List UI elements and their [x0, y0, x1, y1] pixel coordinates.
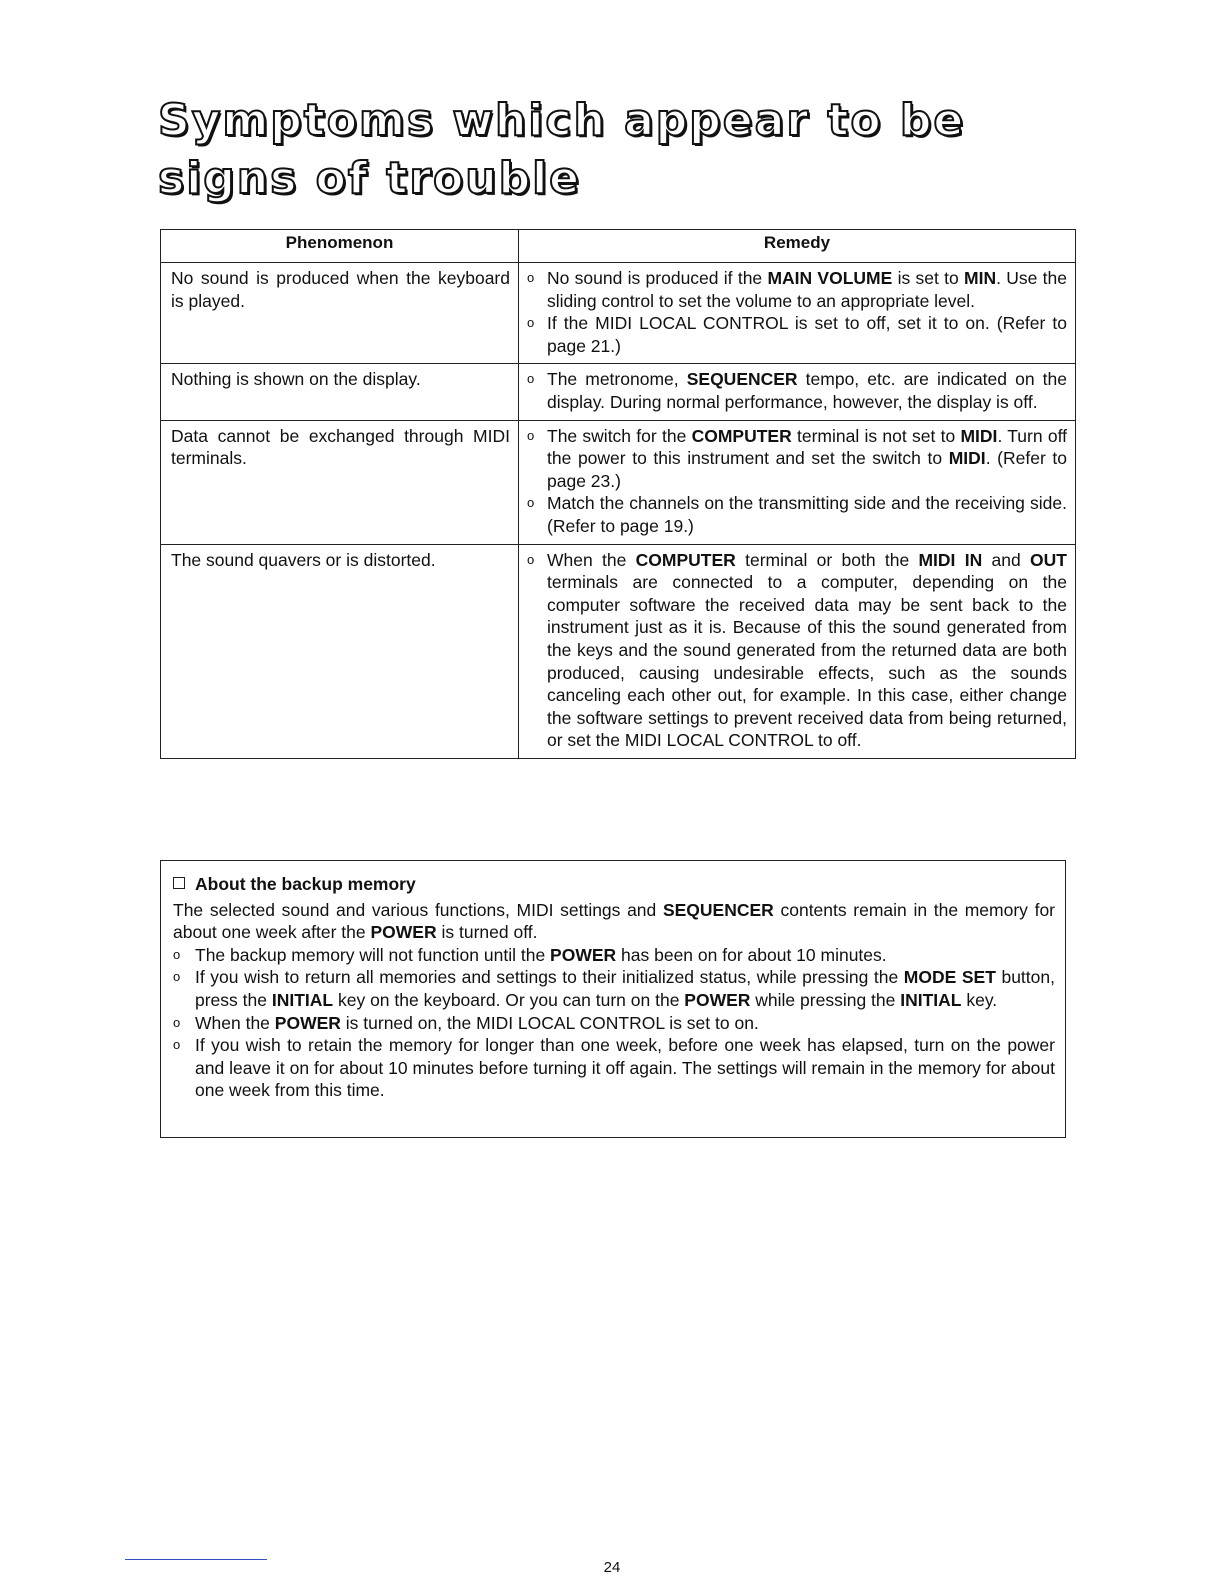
text-run: The backup memory will not function until the: [195, 944, 551, 965]
table-row: [161, 544, 1076, 758]
table-header-row: [161, 230, 1076, 263]
troubleshooting-table: [160, 229, 1076, 759]
bold-term: MIN: [964, 268, 997, 288]
bullet-circle-icon: o: [173, 946, 181, 962]
backup-intro: [173, 899, 1055, 944]
bullet-circle-icon: o: [173, 969, 181, 985]
remedy-item: [527, 368, 1067, 413]
footer-rule: [125, 1559, 267, 1560]
bold-term: SEQUENCER: [662, 899, 774, 920]
page-title: Symptoms which appear to be signs of trouble: [158, 95, 966, 204]
table-row: [161, 420, 1076, 544]
bold-term: INITIAL: [900, 989, 962, 1010]
remedy-cell: [519, 263, 1076, 364]
text-run: No sound is produced if the: [547, 268, 768, 288]
phenomenon-cell: No sound is produced when the keyboard is played.: [161, 263, 519, 364]
bold-term: POWER: [684, 989, 751, 1010]
text-run: The metronome,: [547, 369, 687, 390]
text-run: key.: [961, 989, 998, 1010]
text-run: If the MIDI LOCAL CONTROL is set to off, set it to on. (Refer to page 21.): [547, 313, 1067, 356]
bullet-circle-icon: o: [173, 1014, 181, 1030]
text-run: while pressing the: [750, 989, 901, 1010]
remedy-item: [527, 549, 1067, 752]
bullet-circle-icon: o: [527, 495, 535, 511]
text-run: If you wish to return all memories and settings to their initialized status, while pressing the: [195, 967, 904, 988]
bold-term: POWER: [370, 922, 437, 943]
text-run: If you wish to retain the memory for longer than one week, before one week has elapsed, turn on the power and leave it on for about 10 minutes before turning it off again. The settings will remain in the memory for about one week from this time.: [195, 1035, 1055, 1101]
bold-term: COMPUTER: [691, 425, 792, 446]
backup-bullet-item: [173, 1034, 1055, 1102]
remedy-item: [527, 425, 1067, 493]
bold-term: POWER: [550, 944, 617, 965]
remedy-item: [527, 267, 1067, 312]
header-phenomenon: Phenomenon: [161, 230, 519, 263]
text-run: key on the keyboard. Or you can turn on the: [333, 989, 685, 1010]
text-run: is set to: [892, 268, 965, 288]
table-row: [161, 263, 1076, 364]
bold-term: MIDI: [960, 425, 998, 446]
bold-term: SEQUENCER: [686, 369, 798, 390]
backup-heading-text: About the backup memory: [195, 874, 416, 894]
backup-bullet-item: [173, 944, 1055, 967]
phenomenon-cell: Nothing is shown on the display.: [161, 364, 519, 420]
bold-term: POWER: [274, 1012, 341, 1033]
bullet-circle-icon: o: [527, 427, 535, 443]
text-run: When the: [547, 549, 636, 570]
bold-term: MODE SET: [903, 967, 996, 988]
bold-term: MIDI IN: [918, 549, 983, 570]
remedy-item: [527, 492, 1067, 537]
bold-term: COMPUTER: [635, 549, 736, 570]
text-run: terminals are connected to a computer, depending on the computer software the received data may be sent back to the instrument just as it is. Because of this the sound generated from the keys and the sound generated from the returned data are both produced, causing undesirable effects, such as the sounds canceling each other out, for example. In this case, either change the software settings to prevent received data from being returned, or set the MIDI LOCAL CONTROL to off.: [547, 572, 1067, 751]
text-run: The selected sound and various functions, MIDI settings and: [173, 899, 663, 920]
text-run: contents remain in the memory for about one week after the: [173, 899, 1055, 943]
text-run: The switch for the: [547, 425, 692, 446]
text-run: is turned on, the MIDI LOCAL CONTROL is set to on.: [340, 1012, 759, 1033]
text-run: button, press the: [195, 967, 1055, 1010]
bold-term: MIDI: [948, 448, 986, 469]
bullet-circle-icon: o: [173, 1037, 181, 1053]
bold-term: INITIAL: [271, 989, 334, 1010]
page-number: 24: [603, 1559, 621, 1576]
remedy-cell: [519, 420, 1076, 544]
bullet-circle-icon: o: [527, 371, 535, 387]
text-run: . Turn off the power to this instrument and set the switch to: [547, 425, 1067, 469]
text-run: Match the channels on the transmitting side and the receiving side. (Refer to page 19.): [547, 493, 1067, 536]
header-remedy: Remedy: [519, 230, 1076, 263]
text-run: tempo, etc. are indicated on the display. During normal performance, however, the display is off.: [547, 369, 1067, 412]
bullet-circle-icon: o: [527, 551, 535, 567]
bullet-circle-icon: o: [527, 315, 535, 331]
text-run: and: [982, 549, 1031, 570]
checkbox-square-icon: [173, 877, 185, 889]
backup-bullet-item: [173, 1012, 1055, 1035]
text-run: terminal or both the: [735, 549, 919, 570]
bullet-circle-icon: o: [527, 270, 535, 285]
text-run: terminal is not set to: [791, 425, 961, 446]
backup-memory-box: [160, 860, 1066, 1138]
backup-bullet-item: [173, 966, 1055, 1011]
phenomenon-cell: Data cannot be exchanged through MIDI terminals.: [161, 420, 519, 544]
remedy-item: [527, 312, 1067, 357]
remedy-cell: [519, 544, 1076, 758]
text-run: . Use the sliding control to set the volume to an appropriate level.: [547, 268, 1067, 311]
table-row: [161, 364, 1076, 420]
backup-bullet-list: [173, 944, 1055, 1102]
text-run: is turned off.: [436, 922, 538, 943]
phenomenon-cell: The sound quavers or is distorted.: [161, 544, 519, 758]
text-run: When the: [195, 1012, 275, 1033]
bold-term: MAIN VOLUME: [767, 268, 893, 288]
text-run: . (Refer to page 23.): [547, 448, 1067, 491]
bold-term: OUT: [1030, 549, 1067, 570]
backup-heading: [173, 873, 1055, 896]
remedy-cell: [519, 364, 1076, 420]
text-run: has been on for about 10 minutes.: [616, 944, 887, 965]
